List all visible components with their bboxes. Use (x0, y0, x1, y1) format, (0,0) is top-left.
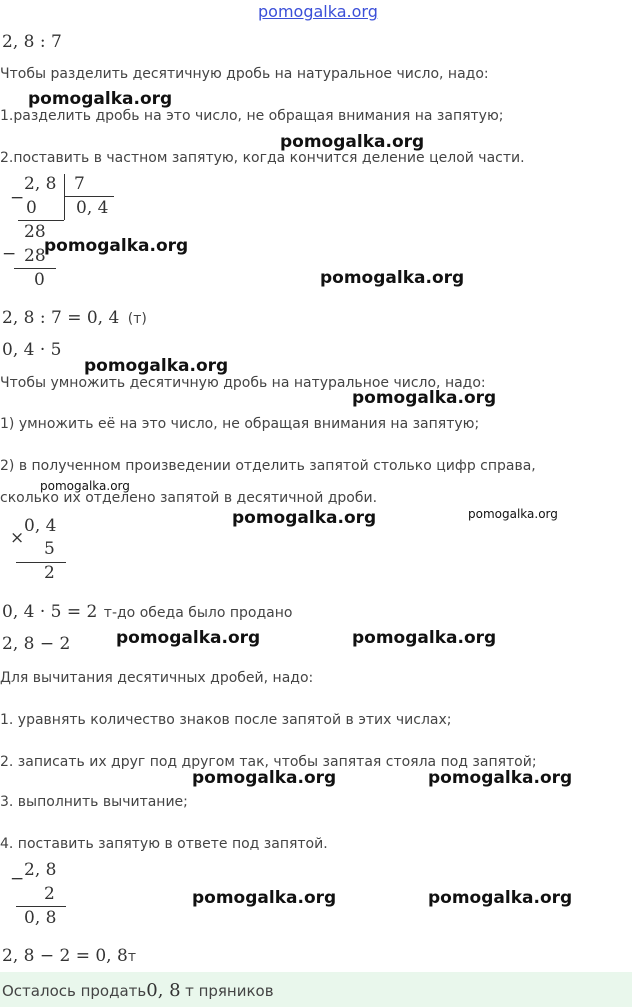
multiplication-rule-2a: 2) в полученном произведении отделить запятой столько цифр справа, (0, 458, 536, 474)
division-rule-intro: Чтобы разделить десятичную дробь на натуральное число, надо: (0, 66, 489, 82)
final-remainder: 0 (34, 270, 45, 290)
multiplication-rule-2b: сколько их отделено запятой в десятичной дроби. (0, 490, 378, 506)
difference: 0, 8 (24, 908, 57, 928)
minuend: 2, 8 (24, 860, 57, 880)
division-rule-1: 1.разделить дробь на это число, не обращая внимания на запятую; (0, 108, 504, 124)
subtraction-rule-intro: Для вычитания десятичных дробей, надо: (0, 670, 314, 686)
subtrahend: 2 (44, 884, 55, 904)
first-subtrahend: 0 (26, 198, 37, 218)
answer-bar (0, 972, 632, 1007)
expression-division: 2, 8 : 7 (2, 32, 62, 52)
sub-line-1 (18, 220, 64, 221)
minus-sign: − (2, 244, 17, 264)
watermark: pomogalka.org (116, 628, 261, 648)
expression-multiplication: 0, 4 · 5 (2, 340, 62, 360)
minus-sign: − (10, 869, 25, 889)
difference-line (16, 906, 66, 907)
subtraction-rule-3: 3. выполнить вычитание; (0, 794, 188, 810)
subtraction-rule-2: 2. записать их друг под другом так, чтобы запятая стояла под запятой; (0, 754, 537, 770)
division-result: 2, 8 : 7 = 0, 4 (т) (2, 308, 147, 328)
sub-line-2 (14, 268, 56, 269)
minus-sign: − (10, 188, 25, 208)
second-subtrahend: 28 (24, 246, 46, 266)
expression-subtraction: 2, 8 − 2 (2, 634, 71, 654)
multiplication-rule-intro: Чтобы умножить десятичную дробь на натуральное число, надо: (0, 375, 486, 391)
answer-text: Осталось продать0, 8 т пряников (2, 980, 274, 1001)
divisor: 7 (74, 174, 85, 194)
watermark: pomogalka.org (320, 268, 465, 288)
product: 2 (44, 563, 55, 583)
watermark: pomogalka.org (232, 508, 377, 528)
watermark: pomogalka.org (44, 236, 189, 256)
quotient: 0, 4 (76, 198, 109, 218)
watermark: pomogalka.org (280, 132, 425, 152)
watermark: pomogalka.org (40, 479, 130, 493)
watermark: pomogalka.org (352, 628, 497, 648)
division-rule-2: 2.поставить в частном запятую, когда кончится деление целой части. (0, 150, 525, 166)
multiplication-rule-1: 1) умножить её на это число, не обращая внимания на запятую; (0, 416, 480, 432)
watermark: pomogalka.org (192, 888, 337, 908)
divisor-line (64, 196, 114, 197)
watermark: pomogalka.org (28, 89, 173, 109)
watermark: pomogalka.org (428, 768, 573, 788)
watermark: pomogalka.org (192, 768, 337, 788)
dividend: 2, 8 (24, 174, 57, 194)
subtraction-rule-1: 1. уравнять количество знаков после запятой в этих числах; (0, 712, 452, 728)
watermark: pomogalka.org (84, 356, 229, 376)
multiply-sign: × (10, 528, 25, 548)
subtraction-rule-4: 4. поставить запятую в ответе под запятой. (0, 836, 328, 852)
multiplication-result: 0, 4 · 5 = 2 т-до обеда было продано (2, 602, 293, 622)
watermark: pomogalka.org (468, 507, 558, 521)
subtraction-result: 2, 8 − 2 = 0, 8т (2, 946, 136, 966)
division-bracket (64, 174, 65, 220)
multiplicand: 0, 4 (24, 516, 57, 536)
remainder-line: 28 (24, 222, 46, 242)
watermark-link-top[interactable]: pomogalka.org (258, 2, 378, 21)
multiplier: 5 (44, 539, 55, 559)
watermark: pomogalka.org (352, 388, 497, 408)
watermark: pomogalka.org (428, 888, 573, 908)
product-line (16, 562, 66, 563)
